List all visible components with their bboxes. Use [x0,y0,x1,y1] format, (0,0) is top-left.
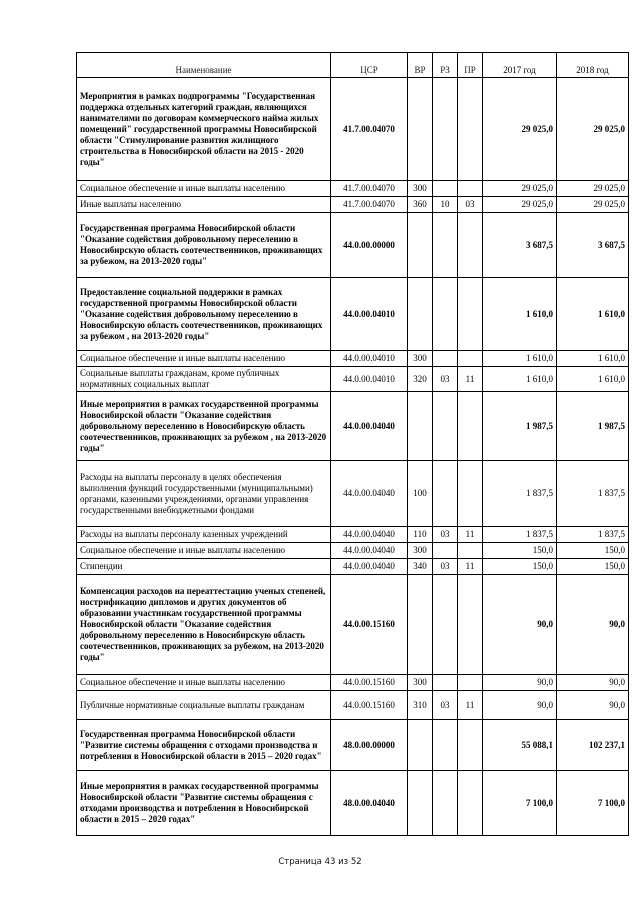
cell-vr [408,720,433,771]
cell-vr [408,78,433,181]
cell-csr: 44.0.00.04040 [331,461,408,527]
table-row [77,181,629,197]
cell-rz [433,461,458,527]
cell-pr [458,213,483,278]
table-row [77,575,629,675]
cell-vr: 300 [408,675,433,691]
cell-y2: 3 687,5 [557,213,629,278]
cell-rz [433,278,458,351]
cell-rz: 03 [433,367,458,392]
table-row [77,720,629,771]
cell-csr: 44.0.00.04040 [331,559,408,575]
cell-rz [433,392,458,461]
cell-pr: 03 [458,197,483,213]
cell-y1: 7 100,0 [483,771,557,836]
cell-pr [458,351,483,367]
cell-name: Государственная программа Новосибирской области "Развитие системы обращения с отходами производства и потребления в Новосибирской области в 2015 – 2020 годах" [77,720,331,771]
cell-vr: 100 [408,461,433,527]
cell-pr [458,720,483,771]
cell-pr [458,543,483,559]
cell-y1: 29 025,0 [483,78,557,181]
cell-y1: 1 837,5 [483,527,557,543]
cell-vr: 340 [408,559,433,575]
cell-y2: 29 025,0 [557,197,629,213]
cell-name: Социальное обеспечение и иные выплаты населению [77,181,331,197]
cell-y2: 90,0 [557,691,629,720]
cell-vr: 300 [408,351,433,367]
cell-y1: 150,0 [483,543,557,559]
cell-pr [458,675,483,691]
cell-csr: 44.0.00.15160 [331,691,408,720]
cell-pr [458,771,483,836]
cell-name: Иные выплаты населению [77,197,331,213]
table-row [77,278,629,351]
cell-rz [433,543,458,559]
cell-y2: 102 237,1 [557,720,629,771]
cell-csr: 44.0.00.15160 [331,575,408,675]
table-row [77,213,629,278]
table-row [77,675,629,691]
cell-csr: 41.7.00.04070 [331,181,408,197]
header-name: Наименование [77,53,331,78]
table-row [77,543,629,559]
table-row [77,351,629,367]
header-rz: РЗ [433,53,458,78]
cell-y2: 90,0 [557,675,629,691]
cell-y1: 1 610,0 [483,278,557,351]
cell-pr [458,392,483,461]
cell-rz: 10 [433,197,458,213]
cell-csr: 48.0.00.04040 [331,771,408,836]
cell-y2: 150,0 [557,543,629,559]
cell-y2: 29 025,0 [557,78,629,181]
page-number: Страница 43 из 52 [278,857,362,867]
table-row [77,78,629,181]
cell-y1: 1 610,0 [483,367,557,392]
cell-pr [458,575,483,675]
cell-y1: 90,0 [483,575,557,675]
cell-rz [433,771,458,836]
cell-pr [458,181,483,197]
cell-y1: 1 987,5 [483,392,557,461]
cell-name: Государственная программа Новосибирской области "Оказание содействия добровольному переселению в Новосибирскую область соотечественников, проживающих за рубежом, на 2013-2020 годы" [77,213,331,278]
cell-pr: 11 [458,527,483,543]
cell-y2: 1 837,5 [557,461,629,527]
cell-name: Социальное обеспечение и иные выплаты населению [77,351,331,367]
table-row [77,771,629,836]
cell-csr: 44.0.00.00000 [331,213,408,278]
cell-y2: 7 100,0 [557,771,629,836]
cell-csr: 44.0.00.04040 [331,527,408,543]
cell-rz [433,213,458,278]
cell-name: Иные мероприятия в рамках государственной программы Новосибирской области "Оказание содействия добровольному переселению в Новосибирскую область соотечественников, проживающих за рубежом , на 2013-2020 годы" [77,392,331,461]
table-row [77,392,629,461]
header-vr: ВР [408,53,433,78]
cell-pr [458,78,483,181]
cell-pr: 11 [458,367,483,392]
cell-y1: 29 025,0 [483,181,557,197]
cell-name: Публичные нормативные социальные выплаты гражданам [77,691,331,720]
cell-y2: 1 610,0 [557,278,629,351]
cell-vr [408,213,433,278]
cell-rz [433,78,458,181]
budget-table [76,52,629,836]
cell-y1: 29 025,0 [483,197,557,213]
cell-csr: 44.0.00.04040 [331,543,408,559]
cell-y2: 90,0 [557,575,629,675]
cell-name: Социальные выплаты гражданам, кроме публичных нормативных социальных выплат [77,367,331,392]
cell-csr: 41.7.00.04070 [331,197,408,213]
cell-csr: 41.7.00.04070 [331,78,408,181]
cell-y1: 1 837,5 [483,461,557,527]
cell-y2: 1 837,5 [557,527,629,543]
cell-name: Компенсация расходов на переаттестацию ученых степеней, нострификацию дипломов и других документов об образовании участникам государственной программы Новосибирской области "Оказание содействия добровольному переселению в Новосибирскую область соотечественников, проживающих за рубежом, на 2013-2020 годы" [77,575,331,675]
table-body [77,53,629,836]
header-year-2018: 2018 год [557,53,629,78]
table-row [77,461,629,527]
cell-vr [408,278,433,351]
cell-rz: 03 [433,691,458,720]
cell-name: Мероприятия в рамках подпрограммы "Государственная поддержка отдельных категорий граждан, являющихся нанимателями по договорам коммерческого найма жилых помещений" государственной программы Новосибирской области "Стимулирование развития жилищного строительства в Новосибирской области на 2015 - 2020 годы" [77,78,331,181]
cell-y2: 1 610,0 [557,367,629,392]
table-row [77,691,629,720]
cell-vr [408,771,433,836]
cell-vr: 110 [408,527,433,543]
cell-vr: 310 [408,691,433,720]
cell-name: Расходы на выплаты персоналу казенных учреждений [77,527,331,543]
cell-pr [458,461,483,527]
table-row [77,197,629,213]
cell-vr [408,575,433,675]
cell-y2: 29 025,0 [557,181,629,197]
header-csr: ЦСР [331,53,408,78]
cell-y1: 90,0 [483,691,557,720]
cell-csr: 44.0.00.04010 [331,351,408,367]
cell-pr: 11 [458,559,483,575]
cell-y2: 150,0 [557,559,629,575]
cell-y1: 55 088,1 [483,720,557,771]
cell-y1: 150,0 [483,559,557,575]
cell-y2: 1 987,5 [557,392,629,461]
cell-y2: 1 610,0 [557,351,629,367]
cell-y1: 1 610,0 [483,351,557,367]
cell-name: Расходы на выплаты персоналу в целях обеспечения выполнения функций государственными (муниципальными) органами, казенными учреждениями, органами управления государственными внебюджетными фондами [77,461,331,527]
table-header-row [77,53,629,78]
cell-name: Иные мероприятия в рамках государственной программы Новосибирской области "Развитие системы обращения с отходами производства и потребления в Новосибирской области в 2015 – 2020 годах" [77,771,331,836]
cell-pr [458,278,483,351]
cell-name: Предоставление социальной поддержки в рамках государственной программы Новосибирской области "Оказание содействия добровольному переселению в Новосибирскую область соотечественников, проживающих за рубежом , на 2013-2020 годы" [77,278,331,351]
cell-vr: 320 [408,367,433,392]
cell-rz [433,351,458,367]
cell-y1: 3 687,5 [483,213,557,278]
cell-csr: 44.0.00.04010 [331,367,408,392]
cell-rz [433,575,458,675]
cell-vr: 300 [408,181,433,197]
cell-rz [433,720,458,771]
cell-pr: 11 [458,691,483,720]
cell-csr: 44.0.00.15160 [331,675,408,691]
cell-vr: 300 [408,543,433,559]
cell-rz: 03 [433,527,458,543]
cell-name: Стипендии [77,559,331,575]
cell-rz: 03 [433,559,458,575]
cell-csr: 48.0.00.00000 [331,720,408,771]
cell-csr: 44.0.00.04010 [331,278,408,351]
table-row [77,559,629,575]
header-pr: ПР [458,53,483,78]
cell-y1: 90,0 [483,675,557,691]
cell-name: Социальное обеспечение и иные выплаты населению [77,543,331,559]
cell-vr: 360 [408,197,433,213]
cell-name: Социальное обеспечение и иные выплаты населению [77,675,331,691]
cell-rz [433,675,458,691]
table-row [77,367,629,392]
cell-rz [433,181,458,197]
table-row [77,527,629,543]
header-year-2017: 2017 год [483,53,557,78]
cell-csr: 44.0.00.04040 [331,392,408,461]
cell-vr [408,392,433,461]
